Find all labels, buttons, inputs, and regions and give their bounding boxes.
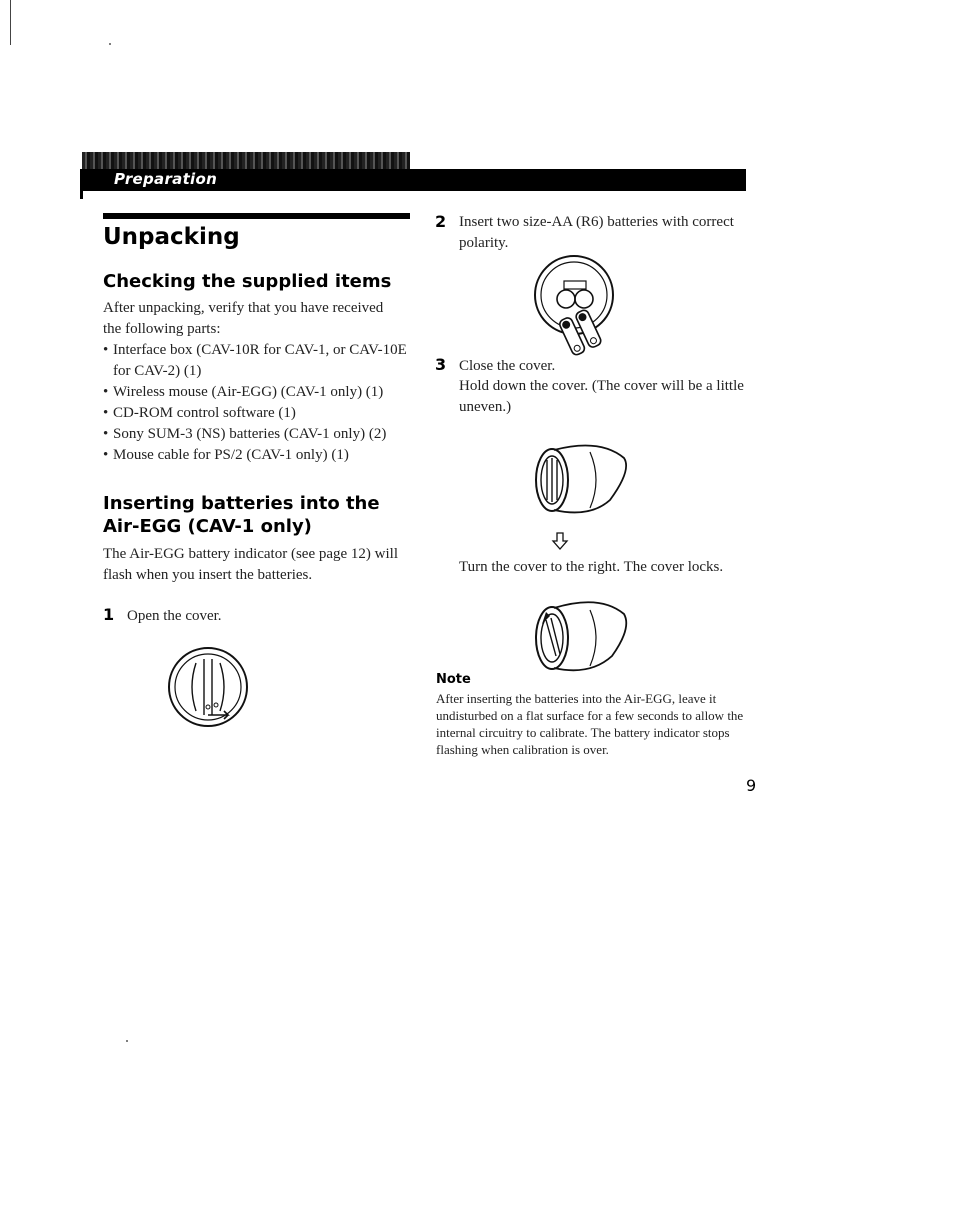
checking-heading: Checking the supplied items <box>103 271 392 292</box>
turn-cover-text: Turn the cover to the right. The cover locks. <box>459 559 724 575</box>
inserting-intro: The Air-EGG battery indicator (see page 12) will flash when you insert the batteries. <box>103 546 399 583</box>
section-label: Preparation <box>114 170 218 188</box>
note-text: After inserting the batteries into the Air-EGG, leave it undisturbed on a flat surface for a few seconds to allow the internal circuitry to calibrate. The battery indicator stops flashing when calibration is over. <box>436 691 744 757</box>
step-1-text: Open the cover. <box>127 608 222 624</box>
scan-speck <box>126 1040 128 1042</box>
note-label: Note <box>436 672 471 687</box>
step-2-text: Insert two size-AA (R6) batteries with correct polarity. <box>459 214 734 251</box>
list-item: • Wireless mouse (Air-EGG) (CAV-1 only) (1) <box>103 382 418 403</box>
list-item: • Interface box (CAV-10R for CAV-1, or CAV-10E for CAV-2) (1) <box>103 340 418 382</box>
page-number: 9 <box>746 776 757 795</box>
step-1-number: 1 <box>103 605 115 624</box>
egg-cover-lock-icon <box>528 598 636 678</box>
battery-cover-open-icon <box>168 645 252 735</box>
scan-speck <box>109 43 111 45</box>
inserting-heading: Inserting batteries into the Air-EGG (CAV-1 only) <box>103 493 380 537</box>
arrow-down-icon <box>552 532 568 550</box>
supplied-items-list <box>103 340 418 466</box>
step-3-number: 3 <box>435 355 447 374</box>
list-item: • CD-ROM control software (1) <box>103 403 418 424</box>
title-rule <box>103 213 410 219</box>
page-title: Unpacking <box>103 224 240 250</box>
scan-edge-line <box>10 0 11 45</box>
checking-intro: After unpacking, verify that you have received the following parts: <box>103 300 384 337</box>
step-3-text: Close the cover. <box>459 358 556 374</box>
step-2-number: 2 <box>435 212 447 231</box>
header-tick <box>80 169 83 199</box>
list-item: • Mouse cable for PS/2 (CAV-1 only) (1) <box>103 445 418 466</box>
list-item: • Sony SUM-3 (NS) batteries (CAV-1 only) (2) <box>103 424 418 445</box>
step-3-detail: Hold down the cover. (The cover will be a little uneven.) <box>459 378 744 415</box>
egg-cover-close-icon <box>530 440 635 520</box>
battery-insert-icon <box>532 255 618 355</box>
